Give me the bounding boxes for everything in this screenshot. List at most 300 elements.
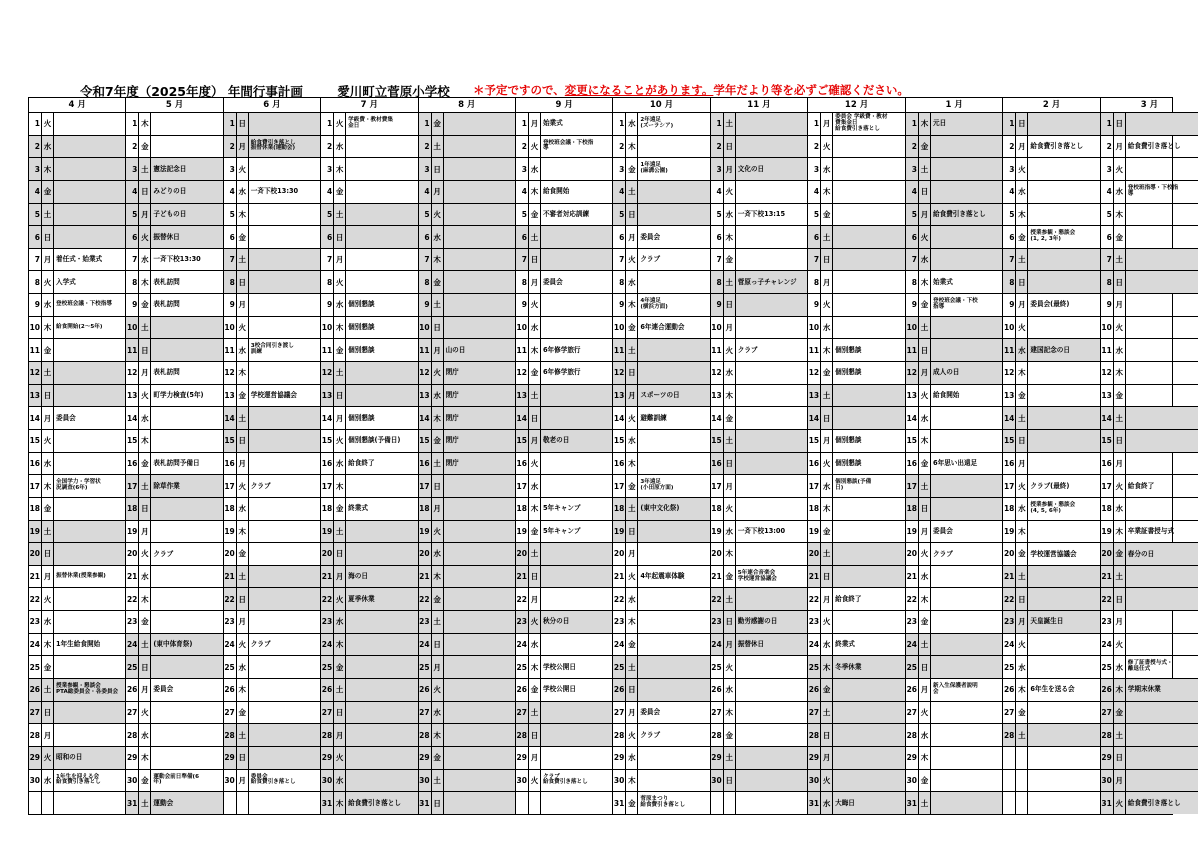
day-row [1101, 430, 1198, 453]
weekday: 日 [1114, 430, 1126, 452]
day-row [419, 702, 515, 725]
day-row [321, 362, 417, 385]
weekday: 木 [432, 724, 444, 746]
weekday: 土 [919, 634, 931, 656]
event-text: クラブ [250, 640, 271, 649]
weekday: 火 [821, 611, 833, 633]
day-number: 10 [1003, 317, 1016, 339]
day-number: 29 [613, 747, 626, 769]
event-text [346, 543, 417, 565]
event-text [833, 204, 905, 226]
weekday: 日 [432, 475, 444, 497]
event-text [54, 136, 125, 158]
day-number: 18 [224, 498, 237, 520]
day-row [126, 475, 222, 498]
month-column [126, 98, 223, 814]
day-row [516, 339, 612, 362]
event-text [833, 249, 905, 271]
weekday: 月 [139, 362, 151, 384]
day-row [1101, 702, 1198, 725]
event-text: 天皇誕生日 [1030, 617, 1064, 626]
day-number: 17 [321, 475, 334, 497]
weekday: 土 [724, 430, 736, 452]
day-number: 28 [126, 724, 139, 746]
day-row [1003, 588, 1099, 611]
event-text: 学校運営協議会 [250, 391, 297, 400]
day-row [1101, 724, 1198, 747]
day-row [419, 113, 515, 136]
day-row [126, 158, 222, 181]
day-number: 5 [419, 204, 432, 226]
weekday [237, 792, 249, 814]
event-text: 給食終了 [1127, 481, 1155, 490]
day-number: 30 [29, 770, 42, 792]
day-number: 15 [613, 430, 626, 452]
event-text [638, 339, 709, 361]
weekday: 木 [139, 430, 151, 452]
day-number: 8 [1101, 271, 1114, 293]
day-number: 17 [1101, 475, 1114, 497]
day-row [126, 566, 222, 589]
day-row [613, 521, 709, 544]
weekday: 木 [42, 634, 54, 656]
day-row [613, 204, 709, 227]
day-number: 4 [321, 181, 334, 203]
event-text: 終業式 [835, 640, 855, 649]
day-number: 17 [224, 475, 237, 497]
weekday: 木 [529, 181, 541, 203]
month-column [808, 98, 906, 814]
day-row [126, 747, 222, 770]
day-number: 12 [1003, 362, 1016, 384]
weekday: 木 [1114, 204, 1126, 226]
day-number: 23 [419, 611, 432, 633]
day-row [906, 453, 1002, 476]
day-number: 5 [1003, 204, 1016, 226]
event-text [249, 453, 320, 475]
day-number: 23 [808, 611, 821, 633]
day-row [808, 770, 905, 793]
weekday: 火 [724, 498, 736, 520]
weekday [1016, 792, 1028, 814]
day-number: 21 [224, 566, 237, 588]
day-row [1101, 181, 1198, 204]
event-text: 建国記念の日 [1030, 345, 1070, 354]
weekday: 火 [42, 430, 54, 452]
day-number: 9 [1003, 294, 1016, 316]
weekday: 金 [821, 204, 833, 226]
weekday: 火 [626, 249, 638, 271]
event-text [151, 566, 222, 588]
weekday: 日 [42, 226, 54, 248]
weekday: 金 [432, 430, 444, 452]
event-text: 除草作業 [153, 481, 180, 490]
weekday: 日 [432, 317, 444, 339]
weekday: 日 [529, 249, 541, 271]
weekday: 木 [334, 317, 346, 339]
day-row [711, 294, 807, 317]
weekday: 木 [626, 453, 638, 475]
event-text [541, 317, 612, 339]
event-text [833, 521, 905, 543]
weekday: 水 [1114, 498, 1126, 520]
weekday: 土 [1016, 724, 1028, 746]
day-row [1003, 339, 1099, 362]
day-number: 2 [419, 136, 432, 158]
event-text [151, 113, 222, 135]
day-number: 27 [224, 702, 237, 724]
day-row [613, 634, 709, 657]
day-number: 24 [1003, 634, 1016, 656]
day-number: 22 [808, 588, 821, 610]
day-row [1101, 498, 1198, 521]
day-row [224, 362, 320, 385]
day-number: 22 [419, 588, 432, 610]
event-text [249, 249, 320, 271]
event-text [444, 634, 515, 656]
event-text: 個別懇談 [835, 368, 862, 377]
day-row [29, 136, 125, 159]
weekday: 月 [529, 588, 541, 610]
day-row [29, 611, 125, 634]
event-text [931, 339, 1002, 361]
day-row [224, 521, 320, 544]
day-number: 8 [613, 271, 626, 293]
day-number: 5 [516, 204, 529, 226]
day-number: 3 [224, 158, 237, 180]
day-row [321, 226, 417, 249]
day-row [613, 724, 709, 747]
day-number: 4 [516, 181, 529, 203]
weekday: 水 [626, 430, 638, 452]
day-row [29, 498, 125, 521]
weekday: 木 [724, 702, 736, 724]
event-text [833, 317, 905, 339]
weekday: 金 [1114, 702, 1126, 724]
day-number: 2 [224, 136, 237, 158]
day-number: 19 [224, 521, 237, 543]
weekday: 金 [626, 475, 638, 497]
weekday: 木 [237, 362, 249, 384]
event-text [249, 407, 320, 429]
event-text: 学校公開日 [542, 685, 576, 694]
day-row [224, 634, 320, 657]
day-row [906, 407, 1002, 430]
event-text [1028, 271, 1099, 293]
event-text [54, 204, 125, 226]
day-row [1003, 136, 1099, 159]
weekday: 土 [139, 317, 151, 339]
day-row [906, 158, 1002, 181]
day-number: 29 [711, 747, 724, 769]
day-row [1101, 226, 1198, 249]
day-row [906, 271, 1002, 294]
event-text [249, 271, 320, 293]
day-row [321, 656, 417, 679]
day-row [126, 521, 222, 544]
day-number: 13 [224, 385, 237, 407]
day-number: 9 [126, 294, 139, 316]
weekday: 土 [724, 271, 736, 293]
day-number: 6 [419, 226, 432, 248]
day-row [613, 747, 709, 770]
day-number: 12 [126, 362, 139, 384]
event-text [54, 792, 125, 814]
day-number: 21 [126, 566, 139, 588]
day-row [808, 136, 905, 159]
day-row [29, 770, 125, 793]
day-row [419, 792, 515, 814]
weekday: 火 [1016, 634, 1028, 656]
month-column [613, 98, 710, 814]
day-row [808, 181, 905, 204]
day-row [126, 226, 222, 249]
day-number: 17 [808, 475, 821, 497]
event-text: 文化の日 [737, 164, 765, 173]
day-row [516, 204, 612, 227]
day-row [808, 430, 905, 453]
event-text [931, 792, 1002, 814]
event-text: 3年遠足 (小田原方面) [640, 479, 674, 492]
day-number: 29 [808, 747, 821, 769]
day-number: 8 [808, 271, 821, 293]
event-text [1028, 385, 1099, 407]
event-text [444, 475, 515, 497]
day-number: 18 [419, 498, 432, 520]
event-text [346, 724, 417, 746]
day-row [906, 792, 1002, 814]
day-number: 29 [906, 747, 919, 769]
weekday: 月 [529, 747, 541, 769]
day-number: 9 [1101, 294, 1114, 316]
weekday: 水 [724, 362, 736, 384]
event-text [638, 453, 709, 475]
day-row [321, 339, 417, 362]
day-number: 2 [808, 136, 821, 158]
day-row [516, 543, 612, 566]
weekday: 水 [626, 271, 638, 293]
weekday: 金 [237, 385, 249, 407]
event-text: 全国学力・学習状 況調査(6年) [56, 479, 101, 492]
day-row [224, 770, 320, 793]
day-number: 26 [126, 679, 139, 701]
weekday: 火 [334, 113, 346, 135]
day-number: 1 [1101, 113, 1114, 135]
event-text: 一斉下校13:00 [737, 526, 786, 535]
event-text [541, 543, 612, 565]
event-text [931, 181, 1002, 203]
day-number: 18 [906, 498, 919, 520]
event-text: 個別懇談 [348, 413, 375, 422]
weekday: 木 [529, 656, 541, 678]
day-number: 16 [906, 453, 919, 475]
event-text [346, 136, 417, 158]
weekday: 月 [42, 724, 54, 746]
weekday: 木 [139, 271, 151, 293]
day-number: 28 [419, 724, 432, 746]
day-number: 12 [516, 362, 529, 384]
day-number: 19 [1101, 521, 1114, 543]
weekday: 日 [334, 543, 346, 565]
day-row [419, 362, 515, 385]
event-text: 5年キャンプ [542, 504, 581, 513]
event-text [249, 362, 320, 384]
weekday: 木 [237, 679, 249, 701]
day-row [711, 271, 807, 294]
day-number: 9 [906, 294, 919, 316]
weekday: 土 [529, 543, 541, 565]
day-row [906, 317, 1002, 340]
day-row [224, 204, 320, 227]
day-number: 26 [711, 679, 724, 701]
weekday: 金 [237, 543, 249, 565]
day-number: 12 [906, 362, 919, 384]
event-text [736, 792, 807, 814]
event-text: 修了証書授与式・ 離退任式 [1127, 660, 1173, 673]
day-number: 5 [906, 204, 919, 226]
day-number: 25 [1003, 656, 1016, 678]
day-row [1003, 521, 1099, 544]
weekday: 火 [919, 702, 931, 724]
day-number: 3 [906, 158, 919, 180]
weekday: 火 [42, 588, 54, 610]
day-number: 21 [321, 566, 334, 588]
event-text [444, 521, 515, 543]
weekday: 水 [1016, 181, 1028, 203]
event-text [736, 747, 807, 769]
day-row [1101, 634, 1198, 657]
event-text [54, 724, 125, 746]
day-row [1101, 747, 1198, 770]
weekday: 火 [626, 566, 638, 588]
day-row [321, 181, 417, 204]
day-row [613, 339, 709, 362]
day-row [516, 656, 612, 679]
event-text [638, 521, 709, 543]
day-row [613, 656, 709, 679]
day-row [224, 339, 320, 362]
event-text [931, 702, 1002, 724]
day-number: 6 [808, 226, 821, 248]
day-row [516, 679, 612, 702]
weekday: 火 [42, 747, 54, 769]
day-number: 8 [224, 271, 237, 293]
day-row [224, 385, 320, 408]
day-number: 7 [711, 249, 724, 271]
weekday: 日 [529, 566, 541, 588]
day-row [906, 679, 1002, 702]
weekday: 月 [626, 226, 638, 248]
event-text [931, 430, 1002, 452]
event-text [1028, 407, 1099, 429]
weekday: 水 [1114, 339, 1126, 361]
event-text [444, 204, 515, 226]
day-number: 23 [906, 611, 919, 633]
day-number: 26 [29, 679, 42, 701]
day-number: 3 [419, 158, 432, 180]
weekday: 木 [821, 339, 833, 361]
day-number: 16 [808, 453, 821, 475]
day-number: 17 [29, 475, 42, 497]
day-row [906, 566, 1002, 589]
day-number: 2 [1101, 136, 1114, 158]
day-row [613, 588, 709, 611]
weekday: 土 [1114, 249, 1126, 271]
weekday: 木 [821, 181, 833, 203]
day-row [613, 362, 709, 385]
event-text [346, 521, 417, 543]
weekday [529, 792, 541, 814]
weekday: 月 [237, 453, 249, 475]
event-text [346, 702, 417, 724]
day-row [1003, 385, 1099, 408]
day-row [224, 588, 320, 611]
event-text: 一斉下校13:30 [250, 187, 299, 196]
day-number: 1 [808, 113, 821, 135]
event-text [638, 770, 709, 792]
day-number: 24 [126, 634, 139, 656]
weekday: 金 [724, 407, 736, 429]
weekday: 水 [42, 611, 54, 633]
day-row [711, 136, 807, 159]
event-text [249, 566, 320, 588]
day-number: 9 [321, 294, 334, 316]
day-number: 12 [224, 362, 237, 384]
day-number: 21 [516, 566, 529, 588]
day-number: 4 [224, 181, 237, 203]
weekday: 金 [432, 588, 444, 610]
event-text [346, 362, 417, 384]
weekday: 水 [42, 453, 54, 475]
event-text [931, 747, 1002, 769]
weekday: 火 [724, 339, 736, 361]
event-text [1126, 430, 1198, 452]
day-number: 4 [126, 181, 139, 203]
weekday: 日 [626, 362, 638, 384]
weekday: 土 [139, 475, 151, 497]
event-text [931, 634, 1002, 656]
weekday [42, 792, 54, 814]
day-row [711, 430, 807, 453]
month-header: 12 月 [808, 98, 905, 113]
weekday: 火 [237, 317, 249, 339]
day-number: 2 [29, 136, 42, 158]
day-number: 3 [1101, 158, 1114, 180]
event-text: 委員会 [56, 413, 76, 422]
day-row [126, 204, 222, 227]
weekday: 火 [1016, 158, 1028, 180]
day-row [613, 294, 709, 317]
weekday: 水 [821, 634, 833, 656]
event-text [1028, 249, 1099, 271]
day-row [29, 226, 125, 249]
event-text: 閉庁 [445, 368, 459, 377]
event-text: 海の日 [348, 572, 368, 581]
day-number: 13 [906, 385, 919, 407]
weekday: 木 [821, 498, 833, 520]
weekday: 金 [139, 611, 151, 633]
weekday: 日 [139, 656, 151, 678]
event-text: 委員会 [640, 232, 661, 241]
day-row [1101, 113, 1198, 136]
event-text: 子どもの日 [153, 209, 187, 218]
event-text [931, 158, 1002, 180]
day-row [126, 656, 222, 679]
weekday: 木 [919, 747, 931, 769]
weekday: 月 [1114, 770, 1126, 792]
day-number: 22 [126, 588, 139, 610]
day-number: 11 [419, 339, 432, 361]
